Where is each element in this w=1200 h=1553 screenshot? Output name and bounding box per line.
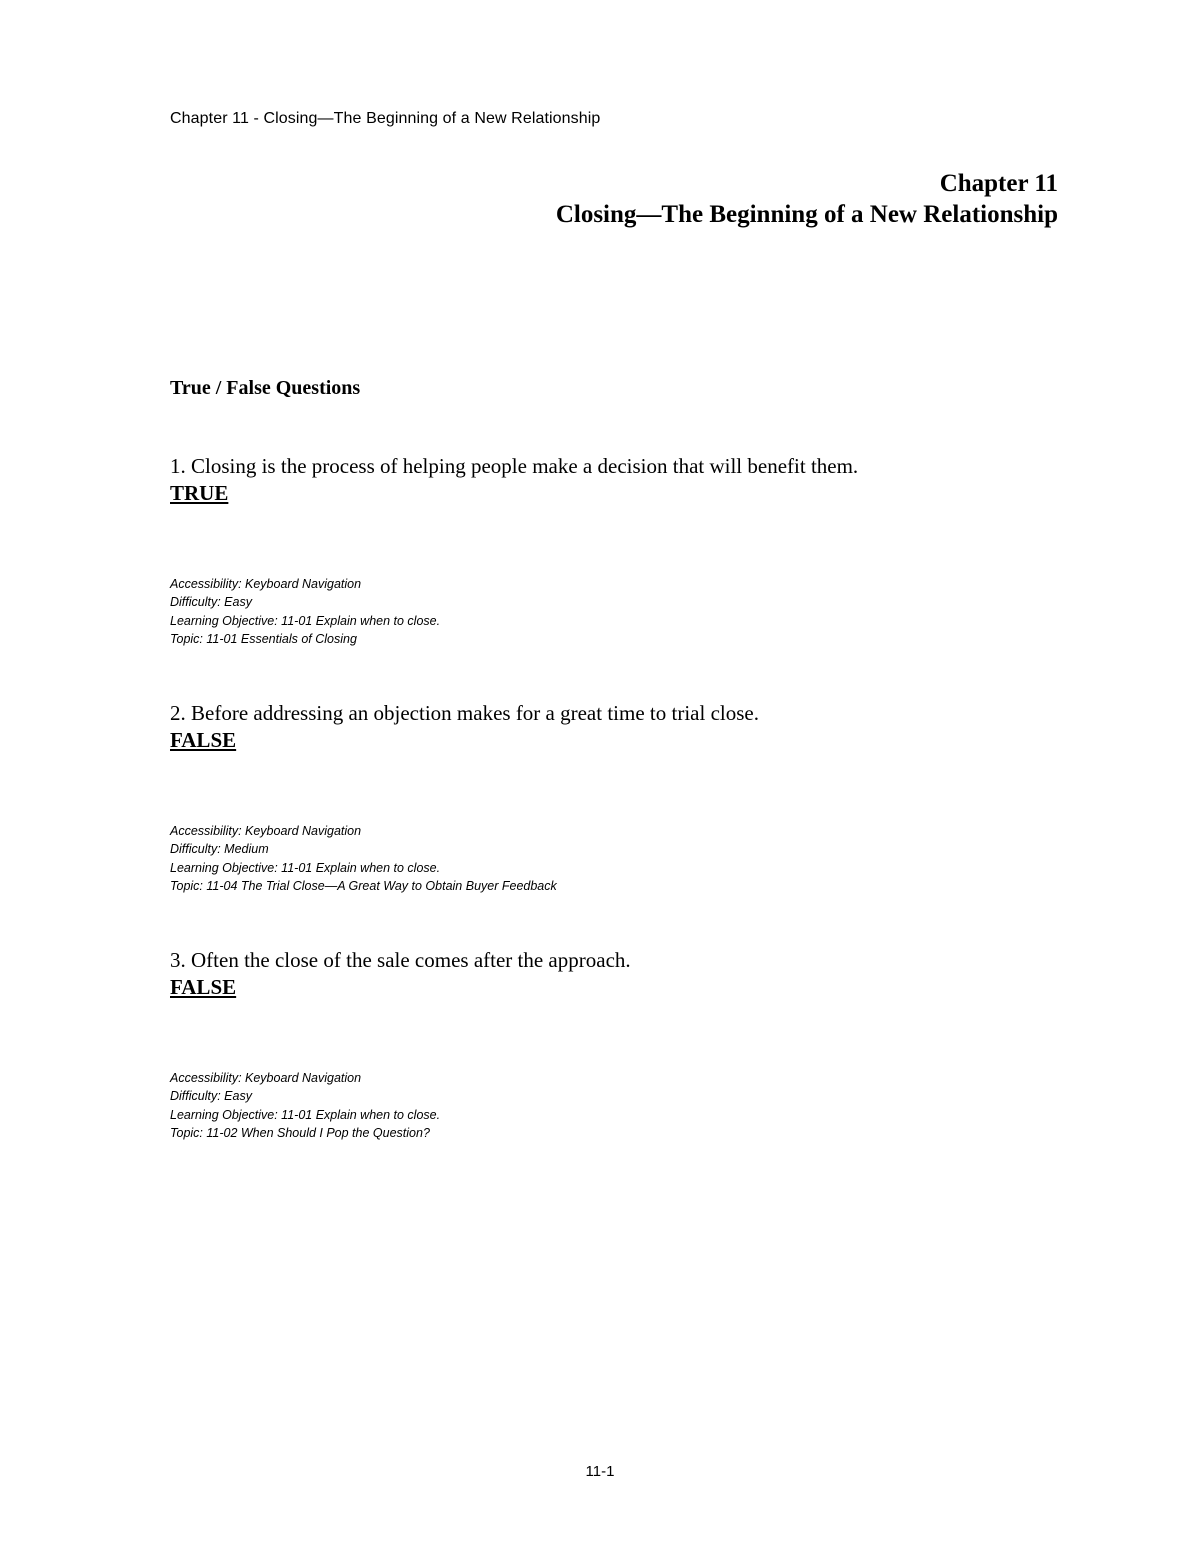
question-text: 2. Before addressing an objection makes for a great time to trial close. bbox=[170, 701, 759, 725]
meta-difficulty: Difficulty: Easy bbox=[170, 1089, 252, 1104]
meta-difficulty: Difficulty: Medium bbox=[170, 842, 269, 857]
question-2 bbox=[170, 700, 1070, 895]
question-3 bbox=[170, 947, 1070, 1142]
meta-learning-objective: Learning Objective: 11-01 Explain when to close. bbox=[170, 860, 441, 875]
chapter-title: Closing—The Beginning of a New Relationship bbox=[555, 201, 1058, 228]
chapter-title-block bbox=[556, 168, 1058, 230]
question-text: 1. Closing is the process of helping people make a decision that will benefit them. bbox=[170, 454, 859, 478]
question-text: 3. Often the close of the sale comes after the approach. bbox=[170, 948, 631, 972]
meta-topic: Topic: 11-02 When Should I Pop the Question? bbox=[170, 1125, 430, 1140]
question-answer: FALSE bbox=[170, 728, 237, 752]
meta-learning-objective: Learning Objective: 11-01 Explain when to close. bbox=[170, 613, 441, 628]
question-1 bbox=[170, 453, 1070, 648]
running-header: Chapter 11 - Closing—The Beginning of a New Relationship bbox=[170, 110, 601, 127]
meta-accessibility: Accessibility: Keyboard Navigation bbox=[170, 1071, 362, 1085]
meta-accessibility: Accessibility: Keyboard Navigation bbox=[170, 824, 362, 838]
meta-topic: Topic: 11-01 Essentials of Closing bbox=[170, 631, 357, 646]
question-metadata bbox=[170, 1069, 1070, 1142]
question-answer: FALSE bbox=[170, 975, 237, 999]
meta-topic: Topic: 11-04 The Trial Close—A Great Way to Obtain Buyer Feedback bbox=[170, 878, 557, 893]
question-answer: TRUE bbox=[170, 481, 229, 505]
meta-learning-objective: Learning Objective: 11-01 Explain when to close. bbox=[170, 1107, 441, 1122]
question-metadata bbox=[170, 575, 1070, 648]
chapter-number: Chapter 11 bbox=[939, 170, 1058, 197]
meta-difficulty: Difficulty: Easy bbox=[170, 595, 252, 610]
page-number: 11-1 bbox=[585, 1463, 615, 1480]
meta-accessibility: Accessibility: Keyboard Navigation bbox=[170, 577, 362, 591]
section-title: True / False Questions bbox=[170, 377, 361, 399]
question-metadata bbox=[170, 822, 1070, 895]
